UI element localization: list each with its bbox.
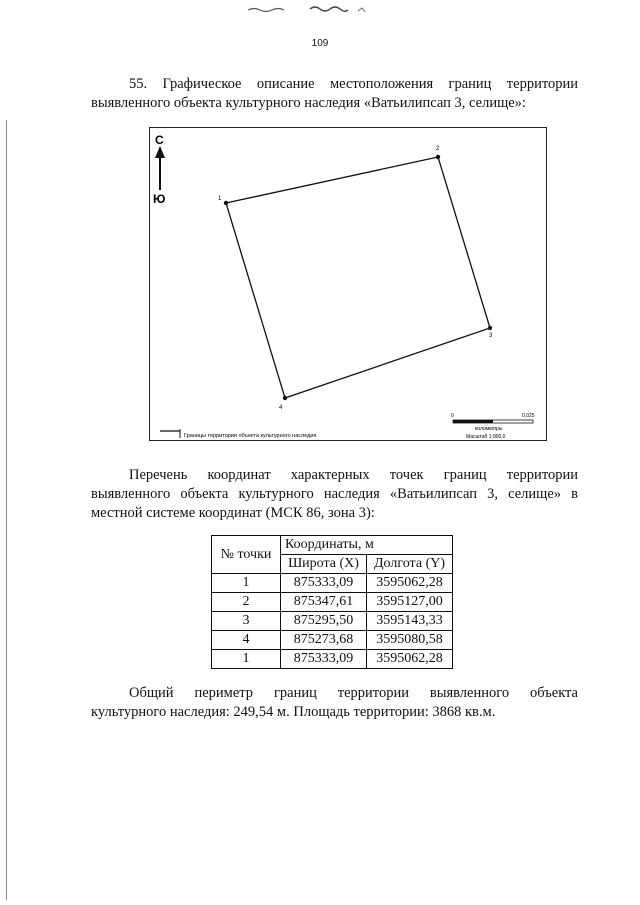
table-row [212,593,453,612]
header-y: Долгота (Y) [367,555,453,574]
list-intro-line-3: местной системе координат (МСК 86, зона 3): [91,505,375,521]
boundary-map [149,127,547,441]
table-row [212,650,453,669]
table-row [212,631,453,650]
boundary-point-2 [436,155,440,159]
point-label-3: 3 [489,333,493,339]
list-intro-line-2: выявленного объекта культурного наследия «Ватьилипсап 3, селище» в [91,486,578,502]
table-row [212,612,453,631]
row-point: 1 [212,574,281,593]
scan-margin-line [6,120,7,900]
heading-paragraph [91,75,578,113]
row-point: 3 [212,612,281,631]
boundary-map-drawing [150,128,548,442]
summary-line-2: культурного наследия: 249,54 м. Площадь территории: 3868 кв.м. [91,704,496,720]
summary-paragraph [91,684,578,722]
point-label-4: 4 [279,405,283,411]
scale-ratio: Масштаб 1:900,0 [466,434,506,440]
header-x: Широта (X) [281,555,367,574]
heading-line-2: выявленного объекта культурного наследия «Ватьилипсап 3, селище»: [91,95,526,111]
list-intro-line-1: Перечень координат характерных точек границ территории [129,467,578,483]
scale-unit: километры [475,426,503,432]
map-legend [160,429,316,439]
row-x: 875333,09 [281,650,367,669]
territory-boundary [226,157,490,398]
scale-zero: 0 [451,413,454,419]
table-header-row [212,536,453,555]
coordinates-table [211,535,453,669]
north-label: С [155,133,164,147]
row-x: 875333,09 [281,574,367,593]
scale-bar [451,413,535,440]
boundary-point-4 [283,396,287,400]
row-x: 875295,50 [281,612,367,631]
south-label: Ю [153,192,166,206]
list-intro-paragraph [91,466,578,523]
scale-end: 0,025 [522,413,535,419]
row-x: 875347,61 [281,593,367,612]
page-number: 109 [311,38,329,49]
header-stamp-marks [240,2,400,22]
row-x: 875273,68 [281,631,367,650]
row-y: 3595062,28 [367,574,453,593]
row-y: 3595127,00 [367,593,453,612]
legend-text: Границы территории объекта культурного наследия [184,433,317,439]
row-point: 1 [212,650,281,669]
row-point: 2 [212,593,281,612]
boundary-point-1 [224,201,228,205]
row-y: 3595080,58 [367,631,453,650]
heading-line-1: 55. Графическое описание местоположения границ территории [129,76,578,92]
row-y: 3595143,33 [367,612,453,631]
row-y: 3595062,28 [367,650,453,669]
row-point: 4 [212,631,281,650]
header-point: № точки [212,536,281,574]
point-label-2: 2 [436,146,440,152]
summary-line-1: Общий периметр границ территории выявленного объекта [129,685,578,701]
north-arrow-icon [155,146,165,190]
header-coords: Координаты, м [281,536,453,555]
table-row [212,574,453,593]
boundary-point-3 [488,326,492,330]
point-label-1: 1 [218,196,222,202]
